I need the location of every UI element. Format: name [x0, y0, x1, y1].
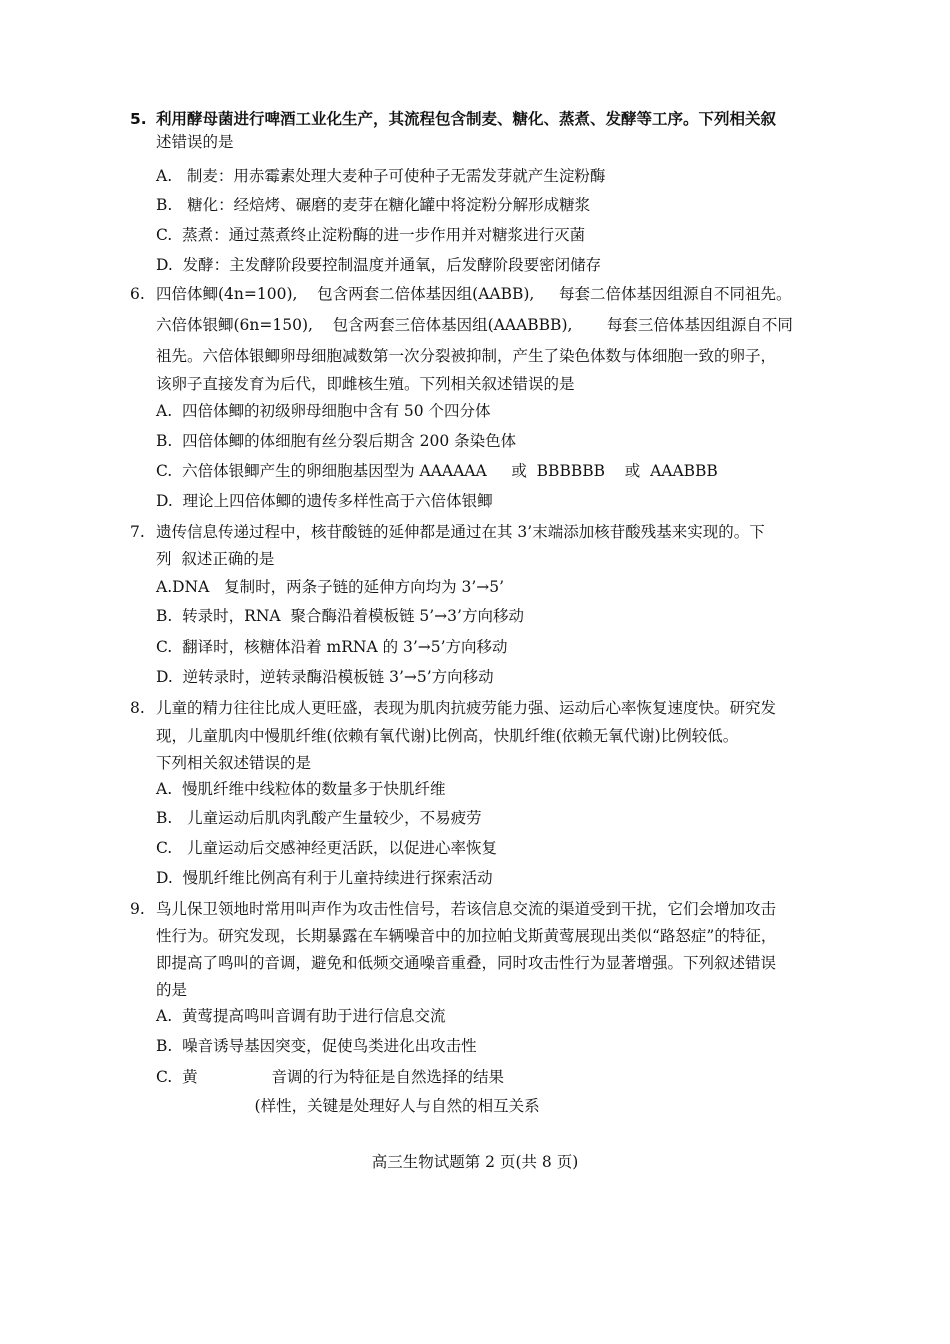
q8-option-d: D. 慢肌纤维比例高有利于儿童持续进行探索活动: [156, 869, 493, 887]
q6-option-c: C. 六倍体银鲫产生的卵细胞基因型为 AAAAAA 或 BBBBBB 或 AAABBB: [156, 462, 718, 480]
q9-option-b: B. 噪音诱导基因突变，促使鸟类进化出攻击性: [156, 1037, 477, 1055]
q5-stem-line-1: 利用酵母菌进行啤酒工业化生产，其流程包含制麦、糖化、蒸煮、发酵等工序。下列相关叙: [156, 110, 777, 128]
q9-number: 9.: [130, 900, 145, 918]
q5-stem-line-2: 述错误的是: [156, 133, 234, 151]
q7-stem-line-2: 列 叙述正确的是: [156, 550, 275, 568]
q9-stem-line-2: 性行为。研究发现，长期暴露在车辆噪音中的加拉帕戈斯黄莺展现出类似“路怒症”的特征，: [156, 927, 777, 945]
q7-option-b: B. 转录时，RNA 聚合酶沿着模板链 5’→3’方向移动: [156, 607, 524, 625]
q8-option-c: C. 儿童运动后交感神经更活跃，以促进心率恢复: [156, 839, 498, 857]
q6-stem-line-2: 六倍体银鲫(6n=150), 包含两套三倍体基因组(AAABBB), 每套三倍体基因组源自不同: [156, 316, 793, 334]
q6-stem-line-3: 祖先。六倍体银鲫卵母细胞减数第一次分裂被抑制，产生了染色体数与体细胞一致的卵子，: [156, 347, 777, 365]
q8-stem-line-3: 下列相关叙述错误的是: [156, 754, 312, 772]
q5-number: 5.: [130, 110, 147, 128]
q6-option-d: D. 理论上四倍体鲫的遗传多样性高于六倍体银鲫: [156, 492, 493, 510]
q7-number: 7.: [130, 523, 145, 541]
q6-stem-line-4: 该卵子直接发育为后代，即雌核生殖。下列相关叙述错误的是: [156, 375, 575, 393]
q8-stem-line-2: 现，儿童肌肉中慢肌纤维(依赖有氧代谢)比例高，快肌纤维(依赖无氧代谢)比例较低。: [156, 727, 739, 745]
q8-stem-line-1: 儿童的精力往往比成人更旺盛，表现为肌肉抗疲劳能力强、运动后心率恢复速度快。研究发: [156, 699, 777, 717]
q9-stem-line-3: 即提高了鸣叫的音调，避免和低频交通噪音重叠，同时攻击性行为显著增强。下列叙述错误: [156, 954, 777, 972]
q8-number: 8.: [130, 699, 145, 717]
q5-option-a: A. 制麦：用赤霉素处理大麦种子可使种子无需发芽就产生淀粉酶: [156, 167, 606, 185]
q9-stem-line-4: 的是: [156, 981, 188, 999]
q7-option-c: C. 翻译时，核糖体沿着 mRNA 的 3’→5’方向移动: [156, 638, 508, 656]
q7-stem-line-1: 遗传信息传递过程中，核苷酸链的延伸都是通过在其 3’末端添加核苷酸残基来实现的。下: [156, 523, 765, 541]
q5-option-d: D. 发酵：主发酵阶段要控制温度并通氧，后发酵阶段要密闭储存: [156, 256, 602, 274]
q8-option-a: A. 慢肌纤维中线粒体的数量多于快肌纤维: [156, 780, 446, 798]
q8-option-b: B. 儿童运动后肌肉乳酸产生量较少，不易疲劳: [156, 809, 482, 827]
q9-option-d-partial: (样性，关键是处理好人与自然的相互关系: [156, 1097, 540, 1115]
q5-option-c: C. 蒸煮：通过蒸煮终止淀粉酶的进一步作用并对糖浆进行灭菌: [156, 226, 586, 244]
q6-option-a: A. 四倍体鲫的初级卵母细胞中含有 50 个四分体: [156, 402, 491, 420]
q6-stem-line-1: 四倍体鲫(4n=100), 包含两套二倍体基因组(AABB), 每套二倍体基因组源自不同祖先。: [156, 285, 792, 303]
q7-option-d: D. 逆转录时，逆转录酶沿模板链 3’→5’方向移动: [156, 668, 494, 686]
q7-option-a: A.DNA 复制时，两条子链的延伸方向均为 3’→5’: [156, 578, 505, 596]
q5-option-b: B. 糖化：经焙烤、碾磨的麦芽在糖化罐中将淀粉分解形成糖浆: [156, 196, 591, 214]
q9-option-c: C. 黄 音调的行为特征是自然选择的结果: [156, 1068, 504, 1086]
q9-option-a: A. 黄莺提高鸣叫音调有助于进行信息交流: [156, 1007, 446, 1025]
q6-number: 6.: [130, 285, 145, 303]
q6-option-b: B. 四倍体鲫的体细胞有丝分裂后期含 200 条染色体: [156, 432, 517, 450]
q9-stem-line-1: 鸟儿保卫领地时常用叫声作为攻击性信号，若该信息交流的渠道受到干扰，它们会增加攻击: [156, 900, 777, 918]
page-footer: 高三生物试题第 2 页(共 8 页): [371, 1153, 579, 1171]
